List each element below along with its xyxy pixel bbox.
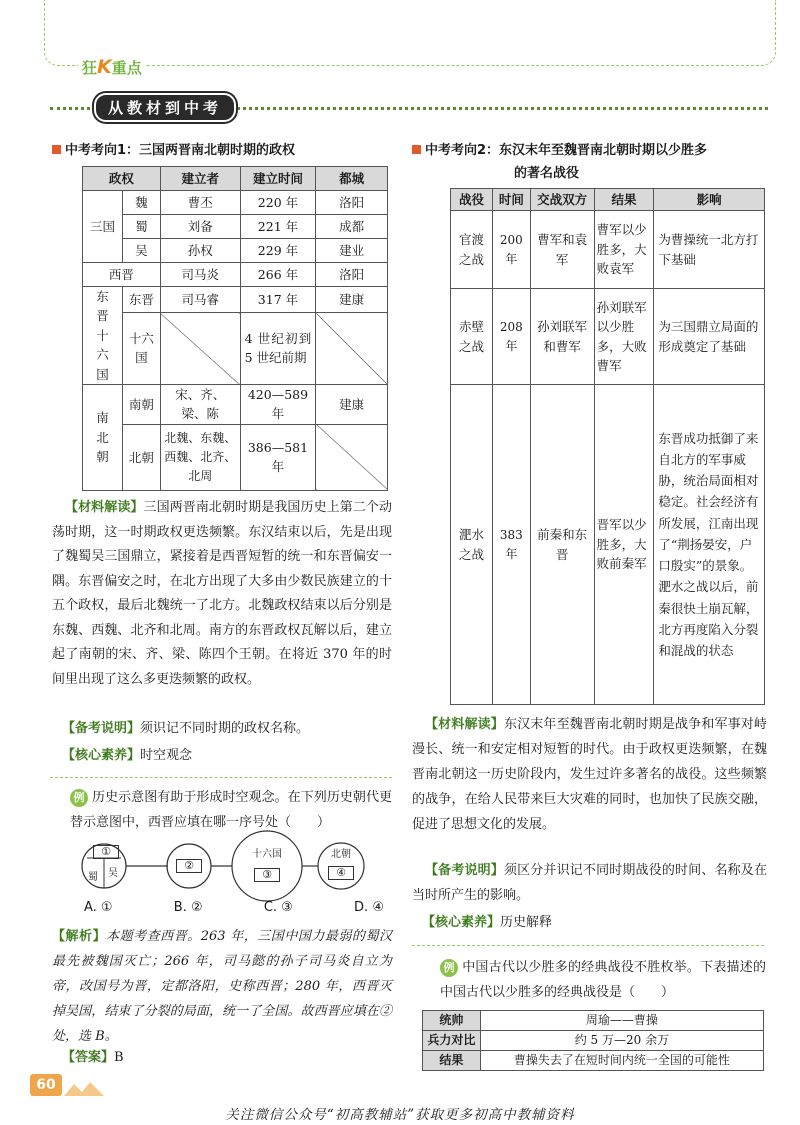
cell: 约 5 万—20 余万	[480, 1031, 763, 1051]
divider	[412, 945, 764, 946]
cell: 洛阳	[316, 191, 388, 215]
cell-blank	[160, 313, 240, 385]
diagram-wu: 吴	[108, 868, 118, 879]
cell: 赤壁之战	[451, 289, 493, 385]
cell: 221 年	[240, 215, 316, 239]
commander-table	[422, 1010, 764, 1071]
th-time: 建立时间	[240, 167, 316, 191]
cell: 洛阳	[316, 263, 388, 287]
cell: 曹操失去了在短时间内统一全国的可能性	[480, 1051, 763, 1071]
section-title: 从教材到中考	[94, 93, 236, 122]
cell: 司马睿	[160, 287, 240, 313]
cell: 北朝	[122, 424, 160, 490]
left-exam-note: 【备考说明】须识记不同时期的政权名称。	[62, 721, 310, 736]
cell-blank	[316, 424, 388, 490]
diagram-shiliuguo: 十六国	[252, 849, 282, 860]
cell: 西晋	[83, 263, 161, 287]
diagram-slot-3: ③	[254, 868, 280, 882]
cell: 孙权	[160, 239, 240, 263]
cell: 淝水之战	[451, 385, 493, 705]
cell: 兵力对比	[423, 1031, 481, 1051]
cell-sanguo: 三国	[83, 191, 123, 263]
th-founder: 建立者	[160, 167, 240, 191]
cell: 统帅	[423, 1011, 481, 1031]
cell: 刘备	[160, 215, 240, 239]
cell: 曹军以少胜多，大败袁军	[594, 211, 654, 289]
cell: 208 年	[492, 289, 530, 385]
option-a[interactable]: A. ①	[84, 900, 113, 915]
example-icon: 例	[440, 959, 458, 977]
right-material: 【材料解读】东汉末年至魏晋南北朝时期是战争和军事对峙漫长、统一和安定相对短暂的时代。由于政权更迭频繁，在魏晋南北朝这一历史阶段内，发生过许多著名的战役。这些频繁的战争，在给人民带来巨大灾难的同时，也加快了民族交融，促进了思想文化的发展。	[412, 717, 767, 832]
right-example: 例 中国古代以少胜多的经典战役不胜枚举。下表描述的中国古代以少胜多的经典战役是（ ）	[440, 960, 766, 1000]
cell: 吴	[122, 239, 160, 263]
cell: 孙刘联军和曹军	[530, 289, 594, 385]
cell: 结果	[423, 1051, 481, 1071]
cell: 200 年	[492, 211, 530, 289]
th-regime: 政权	[83, 167, 161, 191]
right-heading-2: 的著名战役	[514, 166, 580, 181]
divider	[50, 777, 392, 778]
cell: 十六国	[122, 313, 160, 385]
th-parties: 交战双方	[530, 189, 594, 211]
diagram-shu: 蜀	[88, 872, 98, 883]
cell: 386—581 年	[240, 424, 316, 490]
cell: 周瑜——曹操	[480, 1011, 763, 1031]
footer-note: 关注微信公众号“初高教辅站”获取更多初高中教辅资料	[225, 1107, 575, 1123]
cell: 266 年	[240, 263, 316, 287]
cell: 魏	[122, 191, 160, 215]
cell: 成都	[316, 215, 388, 239]
cell-nanbeichao: 南北朝	[83, 384, 123, 490]
cell: 东晋成功抵御了来自北方的军事威胁，统治局面相对稳定。社会经济有所发展，江南出现了“荆扬晏安，户口殷实”的景象。淝水之战以后，前秦很快土崩瓦解，北方再度陷入分裂和混战的状态	[654, 385, 765, 705]
left-answer: 【答案】B	[62, 1050, 124, 1065]
cell: 为曹操统一北方打下基础	[654, 211, 765, 289]
mountain-icon	[64, 1080, 104, 1096]
diagram-slot-1: ①	[93, 845, 119, 859]
left-material: 【材料解读】三国两晋南北朝时期是我国历史上第二个动荡时期，这一时期政权更迭频繁。东汉结束以后，先是出现了魏蜀吴三国鼎立，紧接着是西晋短暂的统一和东晋偏安一隅。东晋偏安之时，在北方出现了大多由少数民族建立的十五个政权，最后北魏统一了北方。北魏政权结束以后分别是东魏、西魏、北齐和北周。南方的东晋政权瓦解以后，建立起了南朝的宋、齐、梁、陈四个王朝。在将近 370 年的时间里出现了这么多更迭频繁的政权。	[52, 500, 392, 687]
cell: 孙刘联军以少胜多，大败曹军	[594, 289, 654, 385]
cell: 建业	[316, 239, 388, 263]
option-d[interactable]: D. ④	[354, 900, 384, 915]
cell: 南朝	[122, 384, 160, 424]
diagram-slot-4: ④	[328, 866, 354, 880]
left-example: 例 历史示意图有助于形成时空观念。在下列历史朝代更替示意图中，西晋应填在哪一序号处（ ）	[70, 790, 392, 830]
battle-table	[450, 188, 765, 705]
diagram-beichao: 北朝	[331, 849, 351, 860]
cell: 曹军和袁军	[530, 211, 594, 289]
key-point-badge: 狂K重点	[78, 56, 146, 78]
cell: 383 年	[492, 385, 530, 705]
cell: 220 年	[240, 191, 316, 215]
cell: 229 年	[240, 239, 316, 263]
cell: 317 年	[240, 287, 316, 313]
cell: 前秦和东晋	[530, 385, 594, 705]
th-battle: 战役	[451, 189, 493, 211]
right-exam-note: 【备考说明】须区分并识记不同时期战役的时间、名称及在当时所产生的影响。	[412, 863, 767, 903]
cell-blank	[316, 313, 388, 385]
th-impact: 影响	[654, 189, 765, 211]
top-frame	[44, 0, 776, 66]
options	[84, 900, 384, 915]
th-time: 时间	[492, 189, 530, 211]
right-core: 【核心素养】历史解释	[422, 915, 553, 930]
left-core: 【核心素养】时空观念	[62, 748, 193, 763]
left-analysis: 【解析】本题考查西晋。263 年，三国中国力最弱的蜀汉最先被魏国灭亡；266 年，司马懿的孙子司马炎自立为帝，改国号为晋，定都洛阳，史称西晋；280 年，西晋灭掉吴国，结束了分裂的局面，统一了全国。故西晋应填在②处，选 B。	[52, 929, 392, 1044]
diagram-slot-2: ②	[176, 859, 202, 873]
left-heading: 中考考向1：三国两晋南北朝时期的政权	[52, 139, 295, 158]
option-b[interactable]: B. ②	[173, 900, 203, 915]
cell: 宋、齐、梁、陈	[160, 384, 240, 424]
page-number: 60	[30, 1074, 62, 1096]
cell-dongjin-group: 东晋十六国	[83, 287, 123, 385]
cell: 4 世纪初到 5 世纪前期	[240, 313, 316, 385]
th-result: 结果	[594, 189, 654, 211]
cell: 蜀	[122, 215, 160, 239]
regime-table	[82, 166, 388, 491]
cell: 建康	[316, 384, 388, 424]
cell: 晋军以少胜多，大败前秦军	[594, 385, 654, 705]
example-icon: 例	[70, 789, 88, 807]
cell: 官渡之战	[451, 211, 493, 289]
th-capital: 都城	[316, 167, 388, 191]
cell: 北魏、东魏、西魏、北齐、北周	[160, 424, 240, 490]
cell: 建康	[316, 287, 388, 313]
cell: 司马炎	[160, 263, 240, 287]
right-heading-1: 中考考向2：东汉末年至魏晋南北朝时期以少胜多	[412, 139, 707, 158]
cell: 420—589 年	[240, 384, 316, 424]
cell: 东晋	[122, 287, 160, 313]
option-c[interactable]: C. ③	[263, 900, 293, 915]
cell: 曹丕	[160, 191, 240, 215]
cell: 为三国鼎立局面的形成奠定了基础	[654, 289, 765, 385]
